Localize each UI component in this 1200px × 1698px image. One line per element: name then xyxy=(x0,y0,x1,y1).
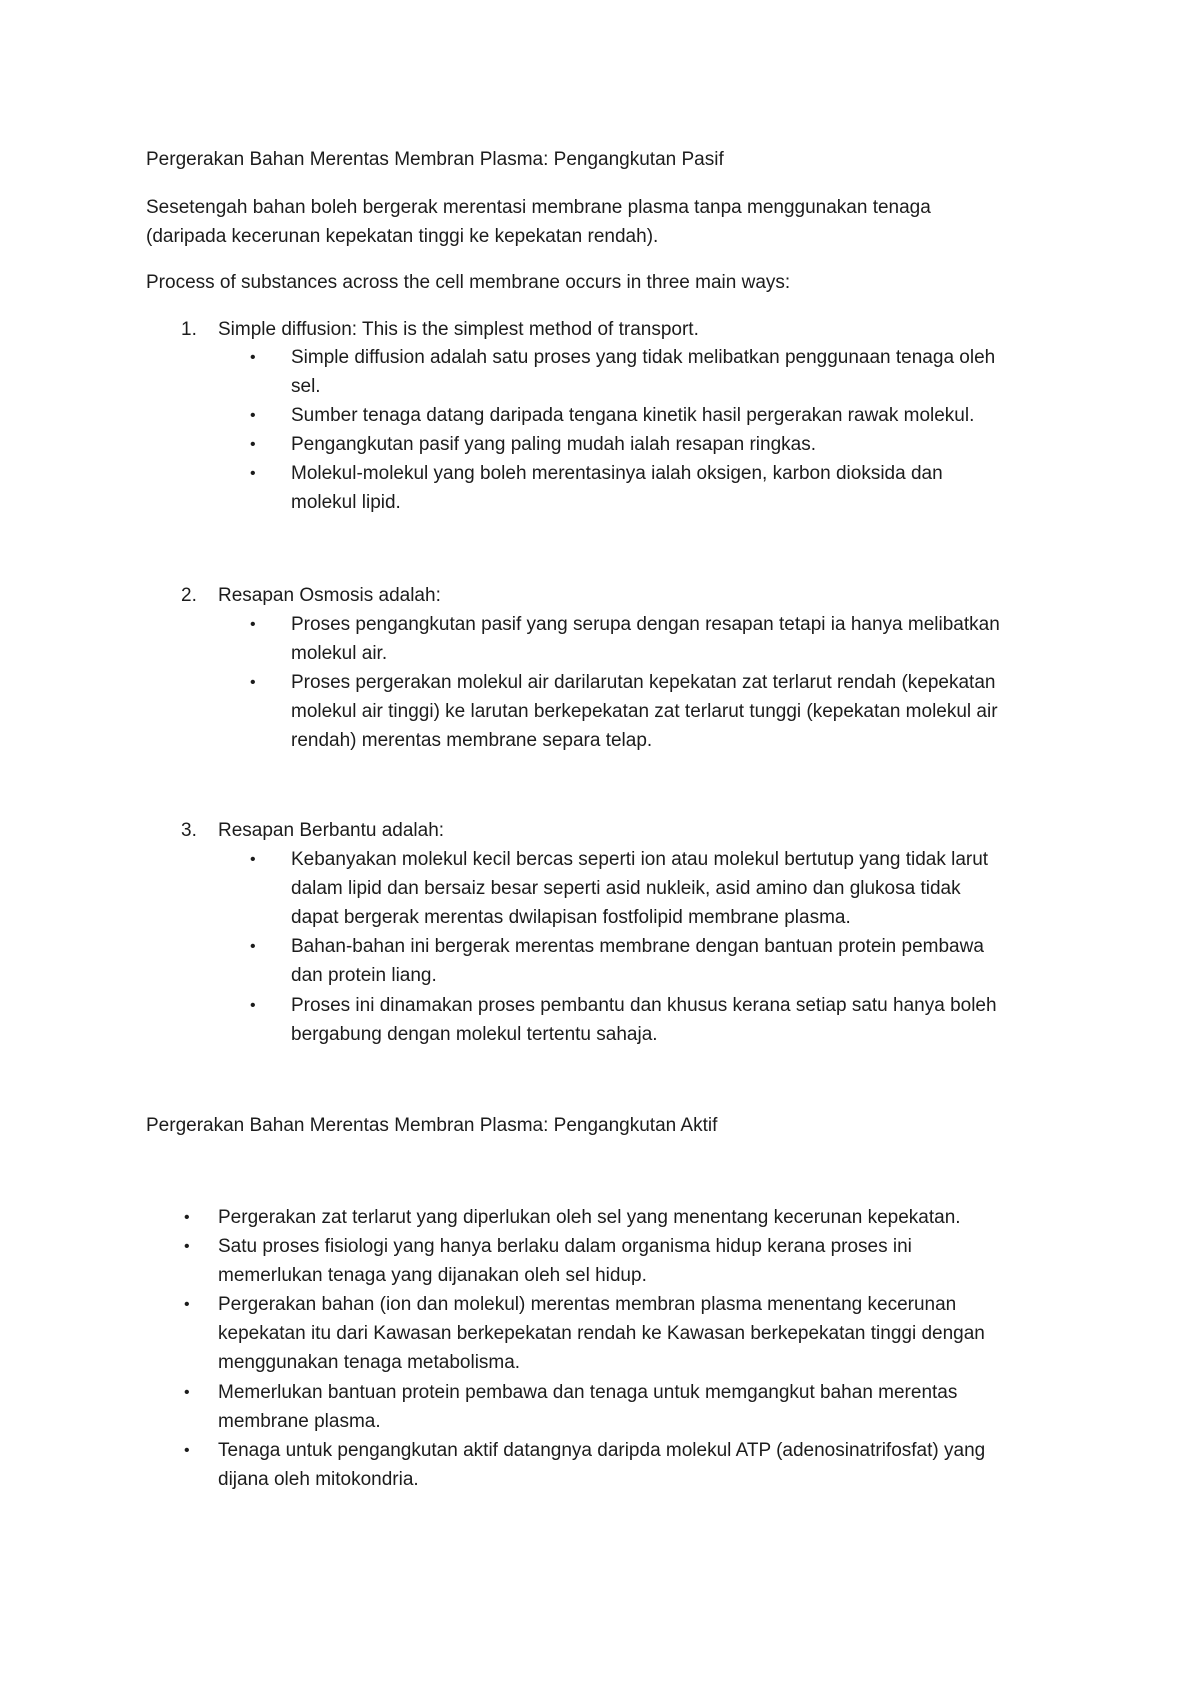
bullet-text-line: Memerlukan bantuan protein pembawa dan tenaga untuk memgangkut bahan merentas xyxy=(218,1382,958,1403)
bullet-text-line: Pergerakan zat terlarut yang diperlukan oleh sel yang menentang kecerunan kepekatan. xyxy=(218,1207,961,1228)
bullet-text-line: dijana oleh mitokondria. xyxy=(218,1469,419,1490)
bullet-icon: • xyxy=(250,436,256,453)
bullet-text-line: sel. xyxy=(291,376,321,397)
bullet-icon: • xyxy=(184,1442,190,1459)
bullet-text-line: molekul lipid. xyxy=(291,492,401,513)
bullet-text-line: kepekatan itu dari Kawasan berkepekatan rendah ke Kawasan berkepekatan tinggi dengan xyxy=(218,1323,985,1344)
list-number: 1. xyxy=(181,319,197,340)
bullet-text-line: dan protein liang. xyxy=(291,965,437,986)
bullet-text-line: molekul air tinggi) ke larutan berkepekatan zat terlarut tunggi (kepekatan molekul air xyxy=(291,701,998,722)
list-number: 2. xyxy=(181,585,197,606)
list-number: 3. xyxy=(181,820,197,841)
bullet-text-line: Proses ini dinamakan proses pembantu dan khusus kerana setiap satu hanya boleh xyxy=(291,995,997,1016)
bullet-icon: • xyxy=(250,997,256,1014)
bullet-text-line: Tenaga untuk pengangkutan aktif datangnya daripda molekul ATP (adenosinatrifosfat) yang xyxy=(218,1440,986,1461)
bullet-text-line: Pengangkutan pasif yang paling mudah ialah resapan ringkas. xyxy=(291,434,816,455)
bullet-icon: • xyxy=(250,407,256,424)
bullet-text-line: Sumber tenaga datang daripada tengana kinetik hasil pergerakan rawak molekul. xyxy=(291,405,975,426)
intro-paragraph-line-1: Sesetengah bahan boleh bergerak merentasi membrane plasma tanpa menggunakan tenaga xyxy=(146,197,931,218)
bullet-icon: • xyxy=(250,616,256,633)
bullet-icon: • xyxy=(184,1384,190,1401)
bullet-text-line: dapat bergerak merentas dwilapisan fostfolipid membrane plasma. xyxy=(291,907,851,928)
process-paragraph: Process of substances across the cell membrane occurs in three main ways: xyxy=(146,272,791,293)
bullet-icon: • xyxy=(250,938,256,955)
bullet-text-line: menggunakan tenaga metabolisma. xyxy=(218,1352,521,1373)
bullet-icon: • xyxy=(184,1296,190,1313)
bullet-icon: • xyxy=(250,851,256,868)
bullet-text-line: Pergerakan bahan (ion dan molekul) merentas membran plasma menentang kecerunan xyxy=(218,1294,957,1315)
list-item-title: Resapan Berbantu adalah: xyxy=(218,820,445,841)
bullet-text-line: Satu proses fisiologi yang hanya berlaku dalam organisma hidup kerana proses ini xyxy=(218,1236,912,1257)
intro-paragraph-line-2: (daripada kecerunan kepekatan tinggi ke kepekatan rendah). xyxy=(146,226,659,247)
bullet-icon: • xyxy=(250,674,256,691)
bullet-text-line: memerlukan tenaga yang dijanakan oleh sel hidup. xyxy=(218,1265,647,1286)
bullet-text-line: rendah) merentas membrane separa telap. xyxy=(291,730,653,751)
list-item-title: Simple diffusion: This is the simplest method of transport. xyxy=(218,319,699,340)
bullet-text-line: Bahan-bahan ini bergerak merentas membrane dengan bantuan protein pembawa xyxy=(291,936,984,957)
bullet-icon: • xyxy=(184,1238,190,1255)
bullet-text-line: membrane plasma. xyxy=(218,1411,381,1432)
section-heading-active: Pergerakan Bahan Merentas Membran Plasma: Pengangkutan Aktif xyxy=(146,1115,718,1136)
bullet-text-line: Molekul-molekul yang boleh merentasinya ialah oksigen, karbon dioksida dan xyxy=(291,463,943,484)
bullet-text-line: dalam lipid dan bersaiz besar seperti asid nukleik, asid amino dan glukosa tidak xyxy=(291,878,961,899)
bullet-icon: • xyxy=(184,1209,190,1226)
bullet-text-line: Kebanyakan molekul kecil bercas seperti ion atau molekul bertutup yang tidak larut xyxy=(291,849,989,870)
bullet-icon: • xyxy=(250,465,256,482)
bullet-text-line: Proses pengangkutan pasif yang serupa dengan resapan tetapi ia hanya melibatkan xyxy=(291,614,1000,635)
bullet-text-line: Simple diffusion adalah satu proses yang tidak melibatkan penggunaan tenaga oleh xyxy=(291,347,996,368)
bullet-icon: • xyxy=(250,349,256,366)
list-item-title: Resapan Osmosis adalah: xyxy=(218,585,441,606)
bullet-text-line: Proses pergerakan molekul air darilarutan kepekatan zat terlarut rendah (kepekatan xyxy=(291,672,996,693)
section-heading-passive: Pergerakan Bahan Merentas Membran Plasma: Pengangkutan Pasif xyxy=(146,149,724,170)
bullet-text-line: molekul air. xyxy=(291,643,388,664)
bullet-text-line: bergabung dengan molekul tertentu sahaja. xyxy=(291,1024,658,1045)
